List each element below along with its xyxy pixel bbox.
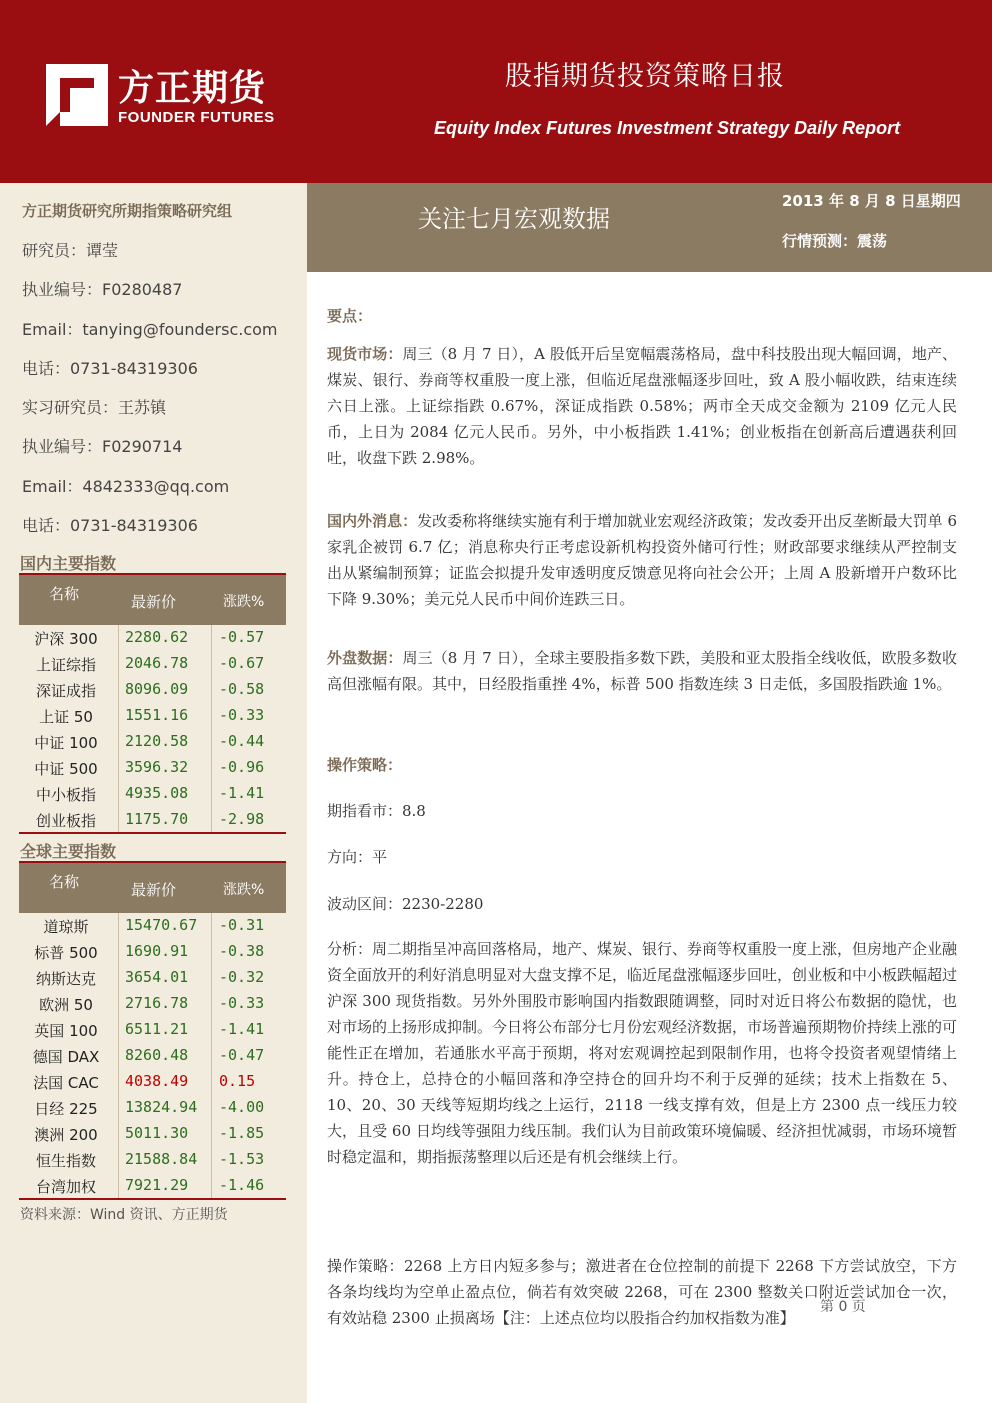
index-change: -0.33	[219, 994, 265, 1012]
index-name: 澳洲 200	[34, 1126, 98, 1144]
index-change: -0.32	[219, 968, 265, 986]
range-line: 波动区间：2230-2280	[327, 895, 484, 913]
report-headline: 关注七月宏观数据	[418, 205, 610, 233]
index-name: 恒生指数	[35, 1152, 96, 1170]
index-change: -1.41	[219, 1020, 265, 1038]
index-row	[19, 939, 286, 965]
index-price: 21588.84	[125, 1150, 198, 1168]
index-name: 标普 500	[34, 944, 98, 962]
index-change: -0.44	[219, 732, 265, 750]
domestic-table-bottom-rule	[19, 832, 286, 834]
key-points-label: 要点：	[327, 307, 373, 325]
index-name: 日经 225	[34, 1100, 98, 1118]
forecast-label: 行情预测：	[782, 232, 858, 250]
index-change: -2.98	[219, 810, 265, 828]
column-divider	[118, 625, 119, 833]
operations-paragraph: 操作策略：2268 上方日内短多参与；激进者在仓位控制的前提下 2268 下方尝试放空，下方各条均线均为空单止盈点位，倘若有效突破 2268，可在 2300 整数关口附近尝试加仓一次，有效站稳 2300 止损离场【注：上述点位均以股指合约加权指数为准】	[327, 1257, 957, 1327]
index-price: 2046.78	[125, 654, 189, 672]
report-date: 2013 年 8 月 8 日星期四	[782, 192, 961, 210]
index-change: -1.85	[219, 1124, 265, 1142]
strategy-label: 操作策略：	[327, 756, 403, 774]
domestic-table-header	[19, 573, 286, 625]
index-name: 中证 500	[34, 760, 98, 778]
index-price: 1175.70	[125, 810, 189, 828]
intern-name: 实习研究员：王苏镇	[22, 398, 167, 417]
forecast-value: 震荡	[857, 232, 888, 250]
index-price: 4038.49	[125, 1072, 189, 1090]
index-price: 3596.32	[125, 758, 189, 776]
strategy-heading	[327, 752, 957, 778]
col-price-header: 最新价	[131, 881, 177, 899]
intern-email: Email：4842333@qq.com	[22, 477, 230, 496]
index-row	[19, 1069, 286, 1095]
index-change: -0.57	[219, 628, 265, 646]
index-change: -4.00	[219, 1098, 265, 1116]
index-price: 8260.48	[125, 1046, 189, 1064]
analyst-name: 研究员：谭莹	[22, 241, 119, 260]
col-price-header: 最新价	[131, 593, 177, 611]
index-change: -0.58	[219, 680, 265, 698]
index-row	[19, 651, 286, 677]
intern-license: 执业编号：F0290714	[22, 437, 183, 456]
research-group-name: 方正期货研究所期指策略研究组	[22, 202, 233, 220]
index-change: -1.53	[219, 1150, 265, 1168]
index-name: 英国 100	[34, 1022, 98, 1040]
index-name: 欧洲 50	[39, 996, 93, 1014]
index-row	[19, 677, 286, 703]
index-row	[19, 703, 286, 729]
logo-english-name: FOUNDER FUTURES	[118, 109, 275, 126]
overseas-paragraph	[327, 645, 957, 697]
index-row	[19, 1017, 286, 1043]
report-title-english: Equity Index Futures Investment Strategy Daily Report	[434, 118, 901, 138]
index-price: 1690.91	[125, 942, 189, 960]
index-change: -0.31	[219, 916, 265, 934]
index-change: 0.15	[219, 1072, 256, 1090]
index-price: 4935.08	[125, 784, 189, 802]
intern-phone: 电话：0731-84319306	[22, 516, 198, 535]
index-row	[19, 991, 286, 1017]
spot-market-paragraph	[327, 341, 957, 471]
index-price: 2120.58	[125, 732, 189, 750]
index-name: 台湾加权	[35, 1178, 96, 1196]
index-name: 上证 50	[39, 708, 93, 726]
data-source-note: 资料来源：Wind 资讯、方正期货	[20, 1207, 228, 1223]
col-name-header: 名称	[49, 585, 80, 603]
index-price: 2280.62	[125, 628, 189, 646]
index-change: -1.41	[219, 784, 265, 802]
index-row	[19, 1147, 286, 1173]
news-text: 发改委称将继续实施有利于增加就业宏观经济政策；发改委开出反垄断最大罚单 6 家乳企被罚 6.7 亿；消息称央行正考虑设新机构投资外储可行性；财政部要求继续从严控制支出从紧编制预算；证监会拟提升发审透明度反馈意见将向社会公开；上周 A 股新增开户数环比下降 9.30%；美元兑人民币中间价连跌三日。	[327, 512, 957, 608]
index-row	[19, 913, 286, 939]
news-paragraph	[327, 508, 957, 612]
index-row	[19, 755, 286, 781]
index-row	[19, 1173, 286, 1199]
index-price: 2716.78	[125, 994, 189, 1012]
spot-market-label: 现货市场：	[327, 345, 403, 363]
view-line: 期指看市：8.8	[327, 802, 426, 820]
index-name: 道琼斯	[43, 918, 89, 936]
direction-line: 方向：平	[327, 848, 388, 866]
index-name: 上证综指	[35, 656, 96, 674]
analyst-license: 执业编号：F0280487	[22, 280, 183, 299]
index-name: 中小板指	[35, 786, 96, 804]
index-change: -0.33	[219, 706, 265, 724]
logo-chinese-name: 方正期货	[118, 68, 267, 109]
analysis-paragraph: 分析：周二期指呈冲高回落格局，地产、煤炭、银行、券商等权重股一度上涨，但房地产企业融资全面放开的利好消息明显对大盘支撑不足，临近尾盘涨幅逐步回吐，创业板和中小板跌幅超过沪深 300 现货指数。另外外围股市影响国内指数跟随调整，同时对近日将公布数据的隐忧，也对市场的上扬形成抑制。今日将公布部分七月份宏观经济数据，市场普遍预期物价持续上涨的可能性正在增加，若通胀水平高于预期，将对宏观调控起到限制作用，也将令投资者观望情绪上升。持仓上，总持仓的小幅回落和净空持仓的回升均不利于反弹的延续；技术上指数在 5、10、20、30 天线等短期均线之上运行，2118 一线支撑有效，但是上方 2300 点一线压力较大，且受 60 日均线等强阻力线压制。我们认为目前政策环境偏暖、经济担忧减弱，市场环境暂时稳定温和，期指振荡整理以后还是有机会继续上行。	[327, 940, 958, 1166]
global-indices-title: 全球主要指数	[20, 842, 117, 861]
index-change: -0.67	[219, 654, 265, 672]
index-row	[19, 965, 286, 991]
index-name: 深证成指	[35, 682, 96, 700]
index-price: 7921.29	[125, 1176, 189, 1194]
index-name: 法国 CAC	[33, 1074, 99, 1092]
index-price: 8096.09	[125, 680, 189, 698]
index-price: 5011.30	[125, 1124, 189, 1142]
index-row	[19, 1095, 286, 1121]
overseas-label: 外盘数据：	[327, 649, 403, 667]
global-table-bottom-rule	[19, 1198, 286, 1200]
column-divider	[211, 625, 212, 833]
page-number: 第 0 页	[820, 1299, 866, 1315]
report-header	[0, 0, 992, 183]
index-change: -0.96	[219, 758, 265, 776]
index-price: 6511.21	[125, 1020, 189, 1038]
column-divider	[118, 913, 119, 1199]
index-row	[19, 625, 286, 651]
market-forecast	[782, 230, 887, 251]
analyst-email: Email：tanying@foundersc.com	[22, 320, 278, 339]
index-row	[19, 1121, 286, 1147]
analyst-phone: 电话：0731-84319306	[22, 359, 198, 378]
index-price: 1551.16	[125, 706, 189, 724]
index-price: 3654.01	[125, 968, 189, 986]
index-change: -0.38	[219, 942, 265, 960]
domestic-indices-title: 国内主要指数	[20, 554, 117, 573]
col-change-header: 涨跌%	[223, 594, 265, 610]
founder-logo-icon	[46, 64, 108, 126]
index-row	[19, 781, 286, 807]
col-name-header: 名称	[49, 873, 80, 891]
spot-market-text: 周三（8 月 7 日），A 股低开后呈宽幅震荡格局，盘中科技股出现大幅回调，地产、煤炭、银行、券商等权重股一度上涨，但临近尾盘涨幅逐步回吐，致 A 股小幅收跌，结束连续六日上涨。上证综指跌 0.67%，深证成指跌 0.58%；两市全天成交金额为 2109 亿元人民币，上日为 2084 亿元人民币。另外，中小板指跌 1.41%；创业板指在创新高后遭遇获利回吐，收盘下跌 2.98%。	[327, 345, 957, 467]
index-name: 沪深 300	[34, 630, 98, 648]
index-price: 13824.94	[125, 1098, 198, 1116]
index-name: 德国 DAX	[32, 1048, 100, 1066]
overseas-text: 周三（8 月 7 日），全球主要股指多数下跌，美股和亚太股指全线收低，欧股多数收高但涨幅有限。其中，日经股指重挫 4%，标普 500 指数连续 3 日走低，多国股指跌逾 1%。	[327, 649, 957, 693]
news-label: 国内外消息：	[327, 512, 418, 530]
column-divider	[211, 913, 212, 1199]
index-row	[19, 1043, 286, 1069]
index-row	[19, 807, 286, 833]
col-change-header: 涨跌%	[223, 882, 265, 898]
index-price: 15470.67	[125, 916, 198, 934]
index-change: -0.47	[219, 1046, 265, 1064]
index-name: 中证 100	[34, 734, 98, 752]
index-change: -1.46	[219, 1176, 265, 1194]
key-points-heading	[327, 303, 957, 329]
index-name: 纳斯达克	[35, 970, 96, 988]
index-name: 创业板指	[35, 812, 96, 830]
index-row	[19, 729, 286, 755]
global-table-header	[19, 861, 286, 913]
report-title-chinese: 股指期货投资策略日报	[505, 61, 785, 92]
